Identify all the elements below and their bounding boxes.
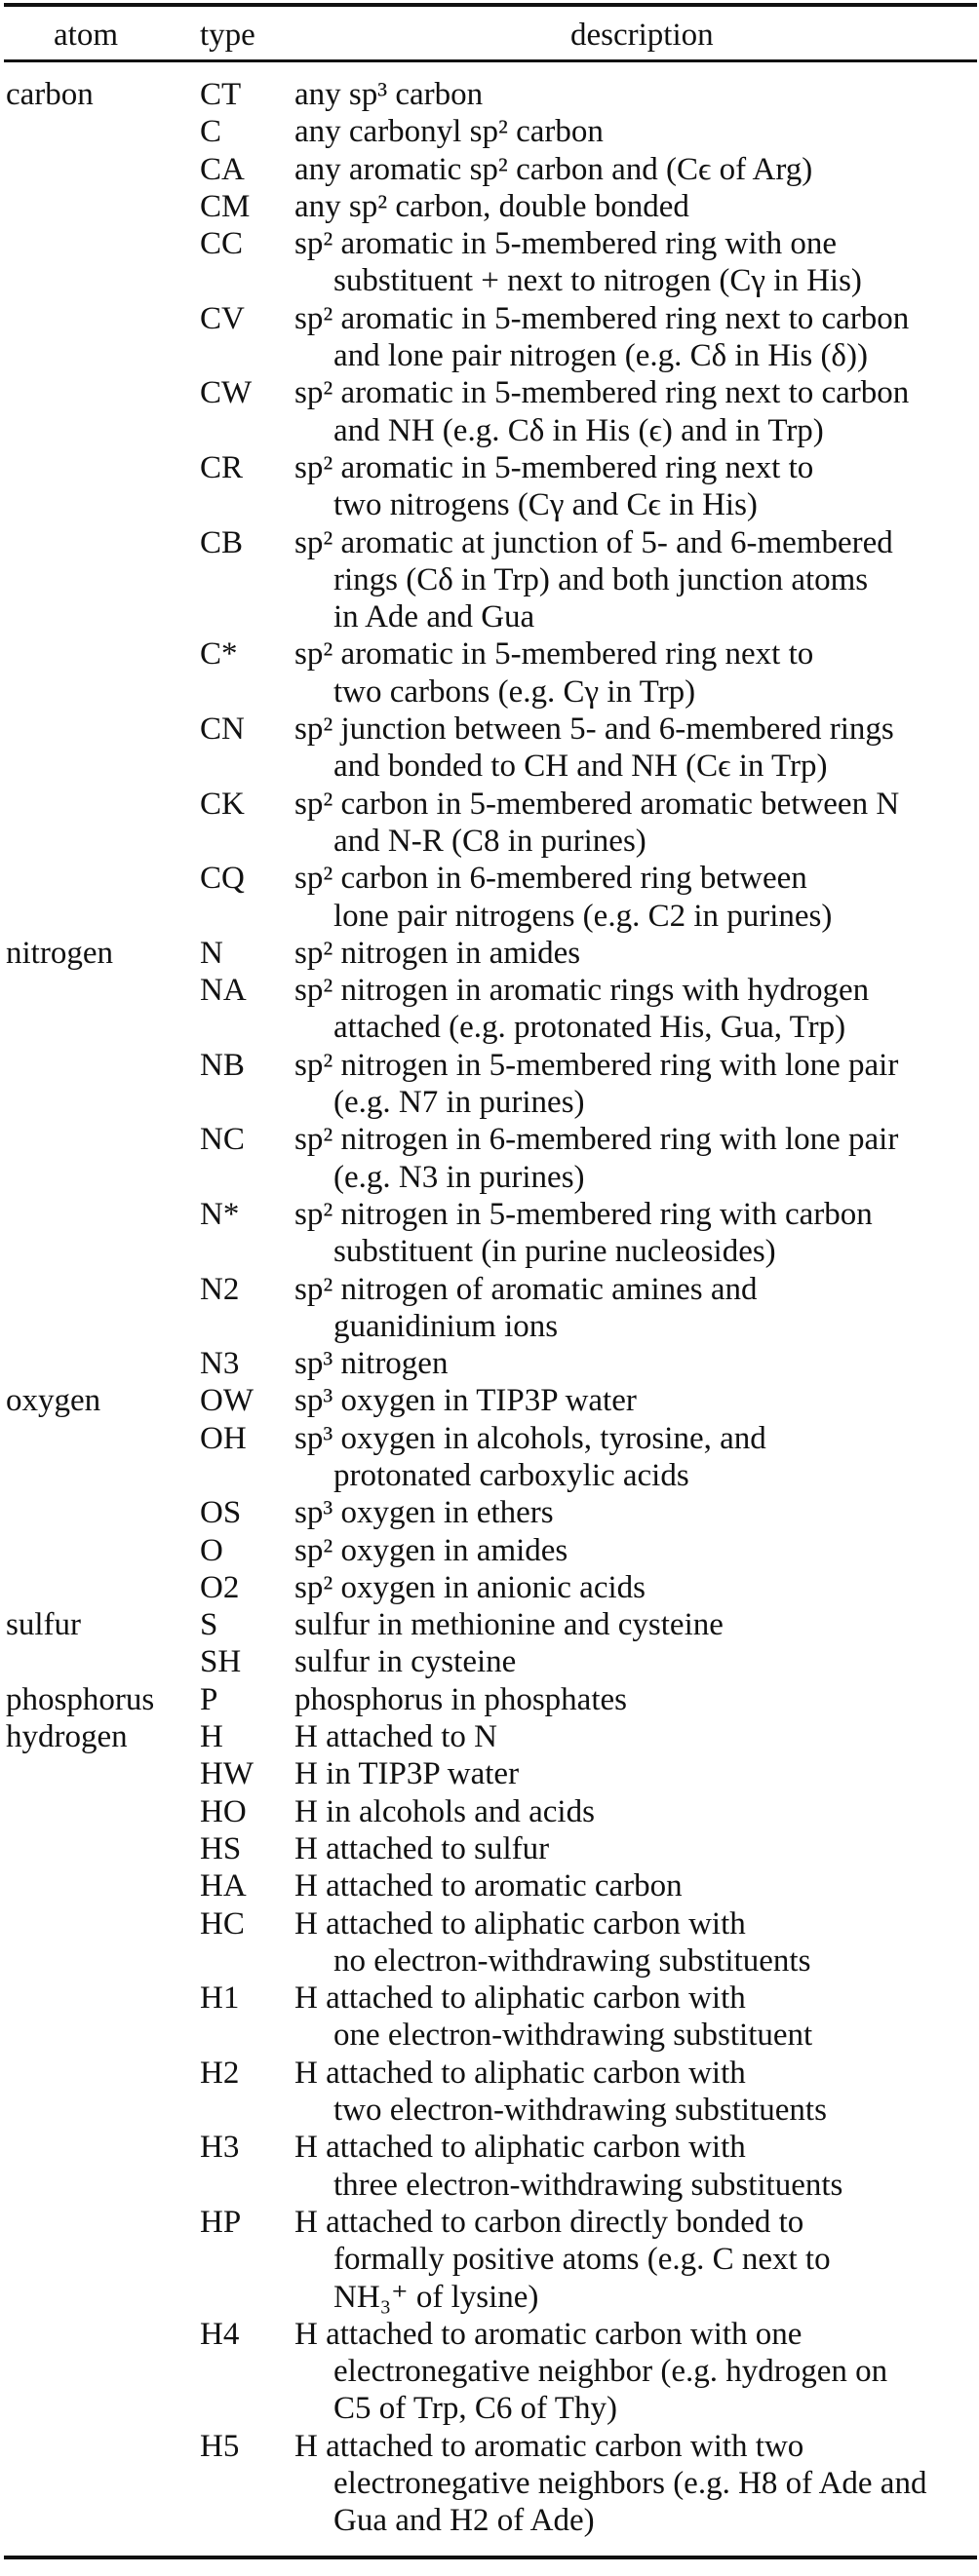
description-cell: any sp³ carbon [294,77,484,112]
table-row-continuation [0,1233,979,1270]
table-row [0,1980,979,2017]
description-cell: H in TIP3P water [294,1756,520,1792]
description-cell: substituent (in purine nucleosides) [333,1234,776,1270]
description-cell: H attached to N [294,1719,498,1755]
table-row-continuation [0,823,979,860]
atom-cell: sulfur [6,1607,81,1643]
table-row-continuation [0,673,979,711]
description-cell: substituent + next to nitrogen (Cγ in His) [333,263,862,299]
table-row-continuation [0,2390,979,2427]
table-row [0,1382,979,1419]
table-row [0,1606,979,1643]
type-cell: HC [200,1905,245,1942]
description-cell: two nitrogens (Cγ and Cϵ in His) [333,487,758,523]
description-cell: H attached to aromatic carbon [294,1868,683,1904]
type-cell: N* [200,1196,240,1232]
description-cell: H attached to aromatic carbon with one [294,2316,803,2352]
table-row [0,972,979,1009]
table-row [0,113,979,150]
type-cell: N [200,935,223,971]
description-cell: sp² nitrogen in amides [294,935,581,971]
description-cell: sp² aromatic at junction of 5- and 6-membered [294,524,893,560]
type-cell: CR [200,449,244,485]
atom-type-table-body [0,76,979,2540]
description-cell: any carbonyl sp² carbon [294,114,604,150]
table-row-continuation [0,1084,979,1121]
table-row-continuation [0,2241,979,2278]
table-row [0,1271,979,1308]
table-row-continuation [0,2353,979,2390]
type-cell: CN [200,711,245,748]
description-cell: sulfur in methionine and cysteine [294,1607,724,1643]
description-cell: attached (e.g. protonated His, Gua, Trp) [333,1010,846,1046]
description-cell: two electron-withdrawing substituents [333,2093,827,2129]
table-row [0,225,979,262]
type-cell: H1 [200,1980,240,2017]
table-row-continuation [0,486,979,523]
description-cell: sp² nitrogen in 5-membered ring with lone pair [294,1047,899,1083]
type-cell: N2 [200,1271,240,1307]
description-cell: sp³ oxygen in ethers [294,1495,554,1531]
description-cell: H attached to carbon directly bonded to [294,2204,804,2240]
table-row-continuation [0,262,979,299]
type-cell: C* [200,636,238,673]
table-row-continuation [0,2279,979,2316]
description-cell: sp² nitrogen of aromatic amines and [294,1271,758,1307]
description-cell: sp³ oxygen in TIP3P water [294,1383,637,1419]
description-cell: and lone pair nitrogen (e.g. Cδ in His (δ)) [333,338,868,374]
type-cell: CV [200,300,245,336]
table-row [0,1121,979,1158]
table-row [0,1793,979,1830]
description-cell: lone pair nitrogens (e.g. C2 in purines) [333,898,833,934]
table-row [0,2055,979,2092]
table-bottom-rule [4,2556,977,2559]
table-row [0,151,979,188]
table-row [0,1718,979,1755]
description-cell: electronegative neighbor (e.g. hydrogen on [333,2354,888,2390]
description-cell: Gua and H2 of Ade) [333,2503,595,2539]
description-cell: H attached to aliphatic carbon with [294,1980,746,2017]
atom-cell: hydrogen [6,1719,128,1755]
table-row-continuation [0,337,979,374]
description-cell: NH₃⁺ of lysine) [333,2279,539,2315]
description-cell: sp² nitrogen in 5-membered ring with carbon [294,1196,873,1232]
description-cell: and NH (e.g. Cδ in His (ϵ) and in Trp) [333,412,824,448]
type-cell: H [200,1719,223,1755]
type-cell: CK [200,786,245,822]
table-row-continuation [0,1308,979,1345]
type-cell: O [200,1532,223,1568]
description-cell: phosphorus in phosphates [294,1681,627,1717]
description-cell: guanidinium ions [333,1308,559,1344]
table-row [0,1196,979,1233]
description-cell: sp² aromatic in 5-membered ring next to [294,449,814,485]
column-header-description: description [570,18,714,53]
table-row [0,2129,979,2166]
type-cell: CA [200,151,245,187]
description-cell: sulfur in cysteine [294,1644,517,1680]
description-cell: H attached to aliphatic carbon with [294,2130,746,2166]
description-cell: any aromatic sp² carbon and (Cϵ of Arg) [294,151,813,187]
table-row-continuation [0,2092,979,2129]
table-row-continuation [0,2465,979,2502]
description-cell: sp² carbon in 5-membered aromatic between N [294,786,900,822]
atom-cell: phosphorus [6,1681,155,1717]
table-row [0,374,979,411]
table-row [0,1494,979,1531]
header-rule [4,59,977,62]
type-cell: P [200,1681,218,1717]
description-cell: in Ade and Gua [333,599,535,635]
description-cell: and N-R (C8 in purines) [333,823,646,859]
description-cell: C5 of Trp, C6 of Thy) [333,2391,617,2427]
table-row-continuation [0,1942,979,1980]
table-row [0,524,979,561]
type-cell: NA [200,973,247,1009]
description-cell: two carbons (e.g. Cγ in Trp) [333,673,696,710]
type-cell: HS [200,1830,242,1866]
table-row [0,711,979,748]
table-row [0,1047,979,1084]
table-row-continuation [0,2502,979,2539]
description-cell: any sp² carbon, double bonded [294,188,689,224]
type-cell: O2 [200,1569,240,1605]
description-cell: one electron-withdrawing substituent [333,2018,813,2054]
table-row [0,2316,979,2353]
table-row [0,1420,979,1457]
type-cell: CC [200,226,244,262]
type-cell: SH [200,1644,242,1680]
description-cell: electronegative neighbors (e.g. H8 of Ade and [333,2466,927,2501]
table-row [0,935,979,972]
type-cell: C [200,114,222,150]
type-cell: H4 [200,2316,240,2352]
description-cell: (e.g. N3 in purines) [333,1159,585,1195]
table-row [0,1345,979,1382]
atom-cell: carbon [6,77,94,112]
table-row [0,188,979,225]
description-cell: sp² aromatic in 5-membered ring with one [294,226,838,262]
atom-cell: nitrogen [6,935,113,971]
type-cell: H3 [200,2130,240,2166]
table-row-continuation [0,561,979,598]
type-cell: CQ [200,861,245,897]
description-cell: protonated carboxylic acids [333,1457,689,1493]
table-row-continuation [0,598,979,635]
table-row [0,635,979,673]
type-cell: S [200,1607,218,1643]
description-cell: three electron-withdrawing substituents [333,2167,843,2203]
type-cell: HO [200,1793,247,1829]
type-cell: CT [200,77,242,112]
table-row [0,1532,979,1569]
description-cell: formally positive atoms (e.g. C next to [333,2242,831,2278]
table-row [0,786,979,823]
table-row [0,860,979,897]
type-cell: OW [200,1383,254,1419]
description-cell: H attached to aliphatic carbon with [294,2055,746,2091]
table-row [0,300,979,337]
type-cell: H5 [200,2428,240,2464]
description-cell: sp² nitrogen in 6-membered ring with lone pair [294,1122,899,1158]
description-cell: sp² nitrogen in aromatic rings with hydrogen [294,973,870,1009]
type-cell: HA [200,1868,247,1904]
description-cell: sp² carbon in 6-membered ring between [294,861,807,897]
description-cell: H in alcohols and acids [294,1793,595,1829]
table-row-continuation [0,898,979,935]
description-cell: H attached to aromatic carbon with two [294,2428,804,2464]
description-cell: (e.g. N7 in purines) [333,1085,585,1121]
table-row [0,1569,979,1606]
table-row [0,449,979,486]
description-cell: sp² junction between 5- and 6-membered rings [294,711,894,748]
table-row-continuation [0,2017,979,2054]
type-cell: CW [200,375,253,411]
table-row [0,1643,979,1680]
table-row-continuation [0,748,979,785]
table-row-continuation [0,2167,979,2204]
table-row [0,1681,979,1718]
type-cell: N3 [200,1346,240,1382]
description-cell: sp³ nitrogen [294,1346,449,1382]
type-cell: CM [200,188,251,224]
description-cell: sp² oxygen in amides [294,1532,568,1568]
type-cell: HW [200,1756,254,1792]
table-row-continuation [0,412,979,449]
table-row-continuation [0,1009,979,1046]
table-row [0,76,979,113]
type-cell: OS [200,1495,242,1531]
type-cell: NC [200,1122,245,1158]
type-cell: OH [200,1420,247,1456]
table-row [0,1867,979,1904]
table-row [0,1905,979,1942]
table-row-continuation [0,1159,979,1196]
table-row [0,2204,979,2241]
type-cell: H2 [200,2055,240,2091]
table-row [0,1830,979,1867]
description-cell: sp² oxygen in anionic acids [294,1569,646,1605]
description-cell: rings (Cδ in Trp) and both junction atoms [333,561,869,597]
description-cell: sp² aromatic in 5-membered ring next to carbon [294,300,910,336]
type-cell: CB [200,524,244,560]
description-cell: H attached to sulfur [294,1830,550,1866]
description-cell: H attached to aliphatic carbon with [294,1905,746,1942]
description-cell: sp³ oxygen in alcohols, tyrosine, and [294,1420,766,1456]
column-header-type: type [200,18,255,53]
table-row-continuation [0,1457,979,1494]
type-cell: HP [200,2204,242,2240]
description-cell: no electron-withdrawing substituents [333,1942,811,1979]
table-row [0,1755,979,1792]
table-top-rule [4,3,977,7]
type-cell: NB [200,1047,245,1083]
atom-cell: oxygen [6,1383,101,1419]
description-cell: sp² aromatic in 5-membered ring next to carbon [294,375,910,411]
table-row [0,2428,979,2465]
column-header-atom: atom [54,18,118,53]
description-cell: and bonded to CH and NH (Cϵ in Trp) [333,749,828,785]
description-cell: sp² aromatic in 5-membered ring next to [294,636,814,673]
